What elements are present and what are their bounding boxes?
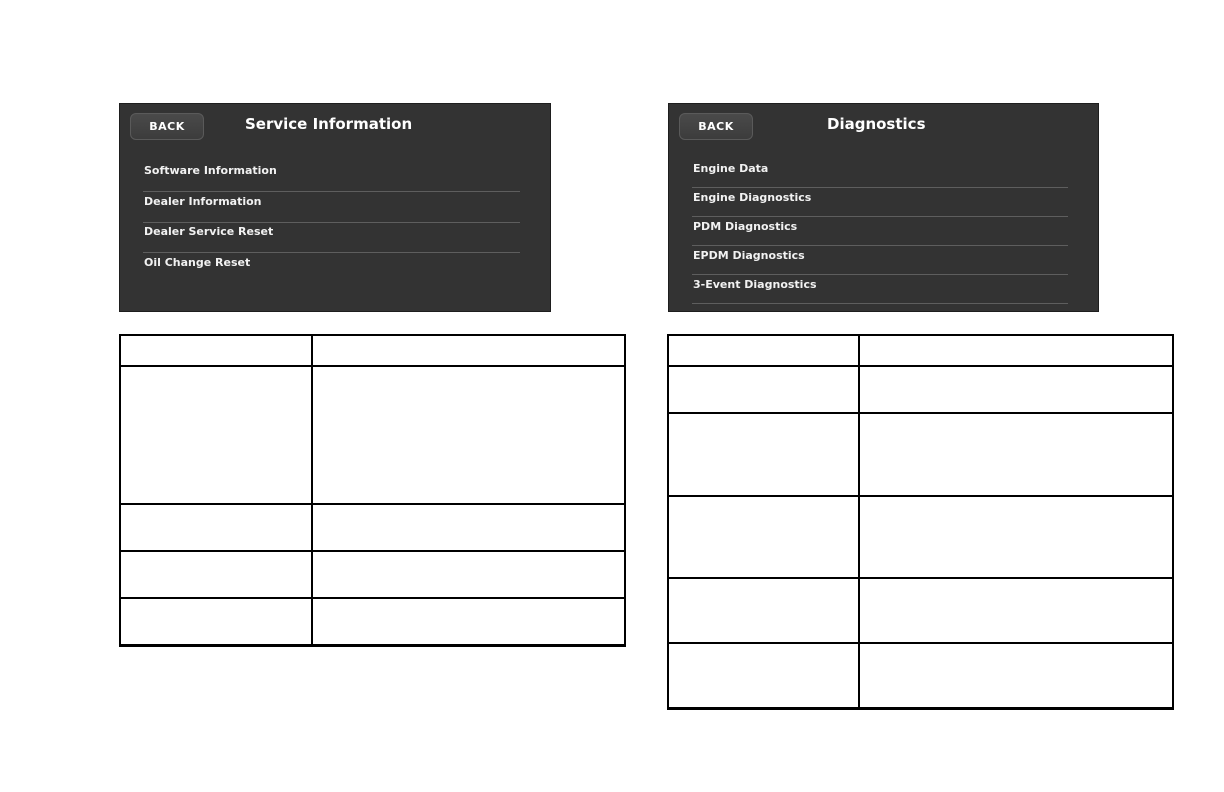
menu-item-oil-change-reset[interactable]: Oil Change Reset: [144, 256, 251, 269]
table-row: [120, 366, 625, 504]
table-cell: [668, 335, 859, 366]
table-cell: [312, 504, 625, 551]
screen-title: Diagnostics: [827, 115, 926, 133]
table-cell: [312, 551, 625, 598]
menu-item-engine-diagnostics[interactable]: Engine Diagnostics: [692, 188, 1068, 217]
table-row: [668, 643, 1173, 708]
table-cell: [312, 598, 625, 645]
menu-item-dealer-service-reset[interactable]: Dealer Service Reset: [143, 222, 520, 253]
table-header-row: [668, 335, 1173, 366]
menu-item-dealer-information[interactable]: Dealer Information: [143, 192, 520, 223]
menu-item-engine-data[interactable]: Engine Data: [692, 159, 1068, 188]
diagnostics-screen: [668, 103, 1099, 312]
table-cell: [859, 335, 1173, 366]
table-cell: [859, 496, 1173, 578]
table-cell: [120, 366, 312, 504]
service-information-table: [119, 334, 626, 647]
screen-title: Service Information: [245, 115, 413, 133]
menu-item-pdm-diagnostics[interactable]: PDM Diagnostics: [692, 217, 1068, 246]
table-row: [668, 413, 1173, 496]
back-button[interactable]: BACK: [130, 113, 204, 140]
table-cell: [668, 366, 859, 413]
table-cell: [312, 335, 625, 366]
table-cell: [859, 578, 1173, 643]
table-cell: [859, 413, 1173, 496]
table-row: [120, 551, 625, 598]
table-header-row: [120, 335, 625, 366]
table-cell: [668, 413, 859, 496]
table-row: [120, 598, 625, 645]
back-button[interactable]: BACK: [679, 113, 753, 140]
menu-item-3-event-diagnostics[interactable]: 3-Event Diagnostics: [692, 275, 1068, 304]
service-information-screen: [119, 103, 551, 312]
table-row: [120, 504, 625, 551]
table-row: [668, 496, 1173, 578]
table-cell: [859, 366, 1173, 413]
table-cell: [668, 643, 859, 708]
table-cell: [668, 578, 859, 643]
table-cell: [120, 335, 312, 366]
table-row: [668, 578, 1173, 643]
table-row: [668, 366, 1173, 413]
table-cell: [312, 366, 625, 504]
diagnostics-table: [667, 334, 1174, 710]
menu-item-software-information[interactable]: Software Information: [143, 161, 520, 192]
table-cell: [668, 496, 859, 578]
table-cell: [120, 551, 312, 598]
table-cell: [120, 504, 312, 551]
table-cell: [120, 598, 312, 645]
menu-item-epdm-diagnostics[interactable]: EPDM Diagnostics: [692, 246, 1068, 275]
table-cell: [859, 643, 1173, 708]
